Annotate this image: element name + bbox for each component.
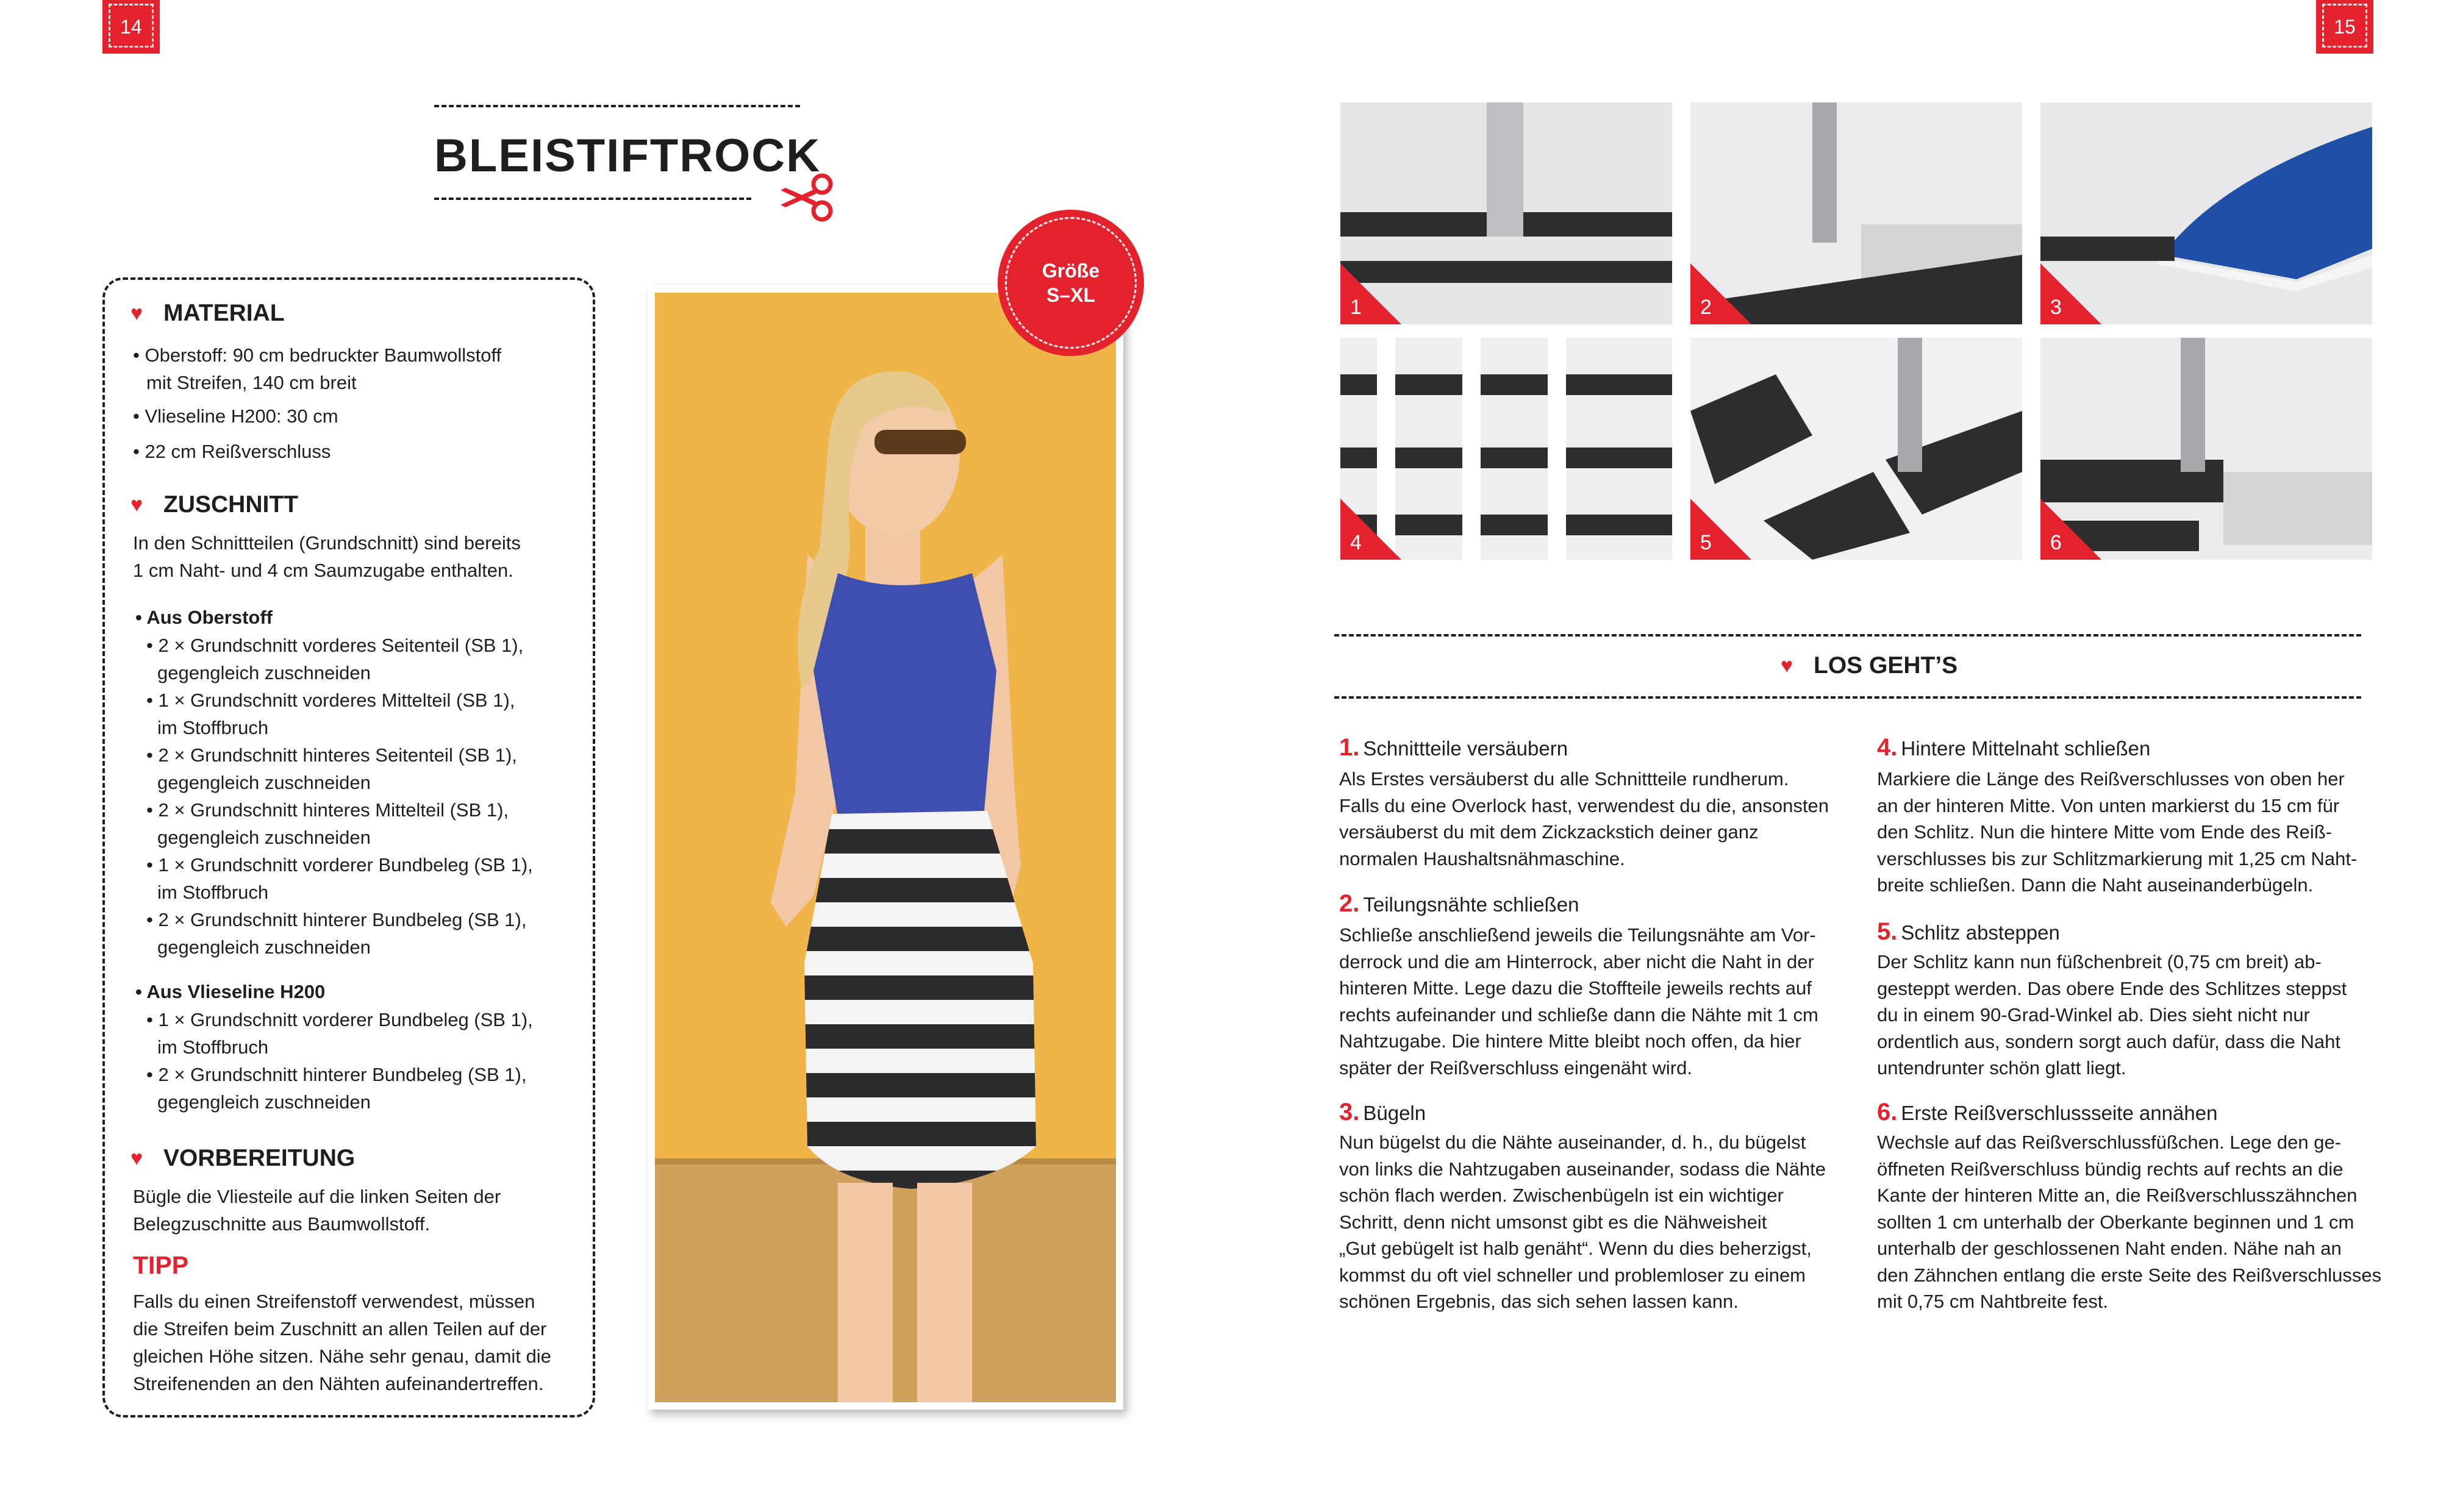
badge-line: S–XL — [1046, 284, 1096, 306]
scissors-icon — [778, 173, 839, 222]
step-6-text: Wechsle auf das Reißverschlussfüßchen. Lege den ge- öffneten Reißverschluss bündig rechts auf rechts an die Kante der hinteren Mitte an, die Reißverschlusszähnchen sollten 1 cm unterhalb der Oberkante beginnen und 1 cm unterhalb der geschlossenen Naht enden. Nähe nah an den Zähnchen entlang die erste Seite des Reißverschlusses mit 0,75 cm Nahtbreite fest. — [1877, 1132, 2382, 1312]
step-1-text: Als Erstes versäuberst du alle Schnittteile rundherum. Falls du eine Overlock hast, verwendest du die, ansonsten versäuberst du mit dem Zickzackstich deiner ganz normalen Haushaltsnähmaschine. — [1339, 768, 1829, 869]
list-item: • 2 × Grundschnitt vorderes Seitenteil (SB 1), gegengleich zuschneiden — [146, 635, 524, 683]
step-photo-6 — [2040, 338, 2372, 560]
step-corner — [1690, 499, 1751, 560]
tipp-heading: TIPP — [133, 1251, 189, 1279]
vlieseline-list — [146, 1006, 533, 1116]
step-corner — [1340, 263, 1401, 324]
step-5-heading: 5. Schlitz absteppen — [1877, 918, 2060, 945]
step-2-text: Schließe anschließend jeweils die Teilungsnähte am Vor- derrock und die am Hinterrock, aber nicht die Naht in der hinteren Mitte. Lege dazu die Stoffteile jeweils rechts auf rechts aufeinander und schließe dann die Nähte mit 1 cm Nahtzugabe. Die hintere Mitte bleibt noch offen, da hier später der Reißverschluss eingenäht wird. — [1339, 924, 1818, 1079]
zuschnitt-heading — [130, 491, 298, 518]
material-line: mit Streifen, 140 cm breit — [146, 372, 357, 393]
page-title: BLEISTIFTROCK — [434, 130, 821, 182]
badge-line: Größe — [1042, 260, 1100, 282]
material-item-3: • 22 cm Reißverschluss — [133, 441, 331, 462]
los-bottom-rule — [1334, 696, 2361, 699]
step-corner — [1690, 263, 1751, 324]
los-heading — [1781, 652, 1957, 679]
heart-icon: ♥ — [130, 1146, 143, 1170]
step-photo-number: 5 — [1700, 531, 1712, 554]
step-4-heading: 4. Hintere Mittelnaht schließen — [1877, 734, 2151, 761]
heart-icon: ♥ — [1781, 654, 1793, 677]
step-3-text: Nun bügelst du die Nähte auseinander, d. h., du bügelst von links die Nahtzugaben auseinander, sodass die Nähte schön flach werden. Zwischenbügeln ist ein wichtiger Schritt, denn nicht umsonst gibt es die Nähweisheit „Gut gebügelt ist halb genäht“. Wenn du dies beherzigst, kommst du oft viel schneller und problemloser zu einem schönen Ergebnis, das sich sehen lassen kann. — [1339, 1132, 1826, 1312]
step-corner — [2040, 263, 2101, 324]
step-1-heading: 1. Schnittteile versäubern — [1339, 734, 1568, 761]
list-item: • 2 × Grundschnitt hinterer Bundbeleg (SB 1), gegengleich zuschneiden — [146, 909, 527, 958]
zuschnitt-intro — [133, 529, 521, 584]
step-4-text: Markiere die Länge des Reißverschlusses von oben her an der hinteren Mitte. Von unten markierst du 15 cm für den Schlitz. Nun die hintere Mitte vom Ende des Reiß- verschlusses bis zur Schlitzmarkierung mit 1,25 cm Naht- breite schließen. Dann die Naht auseinanderbügeln. — [1877, 768, 2358, 896]
list-item: • 2 × Grundschnitt hinterer Bundbeleg (SB 1), gegengleich zuschneiden — [146, 1064, 527, 1113]
material-heading — [130, 300, 285, 327]
material-item-1 — [133, 341, 501, 396]
vorbereitung-heading-text: VORBEREITUNG — [163, 1145, 356, 1171]
step-corner — [2040, 499, 2101, 560]
page-number-right: 15 — [2316, 0, 2373, 54]
size-badge — [998, 210, 1144, 356]
group-oberstoff: • Aus Oberstoff — [135, 607, 273, 628]
vorbereitung-heading — [130, 1145, 355, 1172]
material-line: • Oberstoff: 90 cm bedruckter Baumwollstoff — [133, 344, 502, 366]
model-photo — [648, 285, 1123, 1410]
heart-icon: ♥ — [130, 493, 143, 516]
step-6-heading: 6. Erste Reißverschlussseite annähen — [1877, 1099, 2218, 1125]
page-number-left: 14 — [102, 0, 160, 54]
step-photo-number: 6 — [2050, 531, 2062, 554]
list-item: • 2 × Grundschnitt hinteres Seitenteil (SB 1), gegengleich zuschneiden — [146, 744, 517, 793]
material-heading-text: MATERIAL — [163, 300, 285, 326]
step-2-heading: 2. Teilungsnähte schließen — [1339, 890, 1579, 917]
step-photo-3 — [2040, 102, 2372, 324]
list-item: • 1 × Grundschnitt vorderer Bundbeleg (SB 1), im Stoffbruch — [146, 1009, 533, 1058]
los-heading-text: LOS GEHT’S — [1814, 652, 1958, 679]
material-item-2: • Vlieseline H200: 30 cm — [133, 405, 338, 427]
zuschnitt-heading-text: ZUSCHNITT — [163, 491, 298, 518]
title-bottom-rule — [434, 198, 751, 200]
list-item: • 1 × Grundschnitt vorderer Bundbeleg (SB 1), im Stoffbruch — [146, 854, 533, 903]
group-vlieseline: • Aus Vlieseline H200 — [135, 981, 326, 1002]
vorbereitung-text: Bügle die Vliesteile auf die linken Seiten der Belegzuschnitte aus Baumwollstoff. — [133, 1186, 501, 1235]
list-item: • 1 × Grundschnitt vorderes Mittelteil (SB 1), im Stoffbruch — [146, 690, 515, 738]
title-block — [434, 105, 821, 202]
intro-line: 1 cm Naht- und 4 cm Saumzugabe enthalten. — [133, 560, 513, 581]
title-top-rule — [434, 105, 800, 107]
oberstoff-list — [146, 632, 533, 961]
step-photo-number: 4 — [1350, 531, 1362, 554]
step-photo-number: 2 — [1700, 296, 1712, 319]
step-photo-5 — [1690, 338, 2022, 560]
step-photo-2 — [1690, 102, 2022, 324]
los-top-rule — [1334, 634, 2361, 637]
intro-line: In den Schnittteilen (Grundschnitt) sind bereits — [133, 532, 521, 554]
step-photo-number: 3 — [2050, 296, 2062, 319]
step-photo-1 — [1340, 102, 1672, 324]
step-corner — [1340, 499, 1401, 560]
step-photo-number: 1 — [1350, 296, 1362, 319]
list-item: • 2 × Grundschnitt hinteres Mittelteil (SB 1), gegengleich zuschneiden — [146, 799, 509, 848]
step-3-heading: 3. Bügeln — [1339, 1099, 1426, 1125]
step-photo-4 — [1340, 338, 1672, 560]
tipp-text: Falls du einen Streifenstoff verwendest, müssen die Streifen beim Zuschnitt an allen Teilen auf der gleichen Höhe sitzen. Nähe sehr genau, damit die Streifenenden an den Nähten aufeinandertreffen. — [133, 1291, 551, 1394]
heart-icon: ♥ — [130, 301, 143, 325]
step-5-text: Der Schlitz kann nun füßchenbreit (0,75 cm breit) ab- gesteppt werden. Das obere Ende des Schlitzes steppst du in einem 90-Grad-Winkel ab. Dies sieht nicht nur ordentlich aus, sondern sorgt auch dafür, dass die Naht untendrunter schön glatt liegt. — [1877, 951, 2347, 1079]
